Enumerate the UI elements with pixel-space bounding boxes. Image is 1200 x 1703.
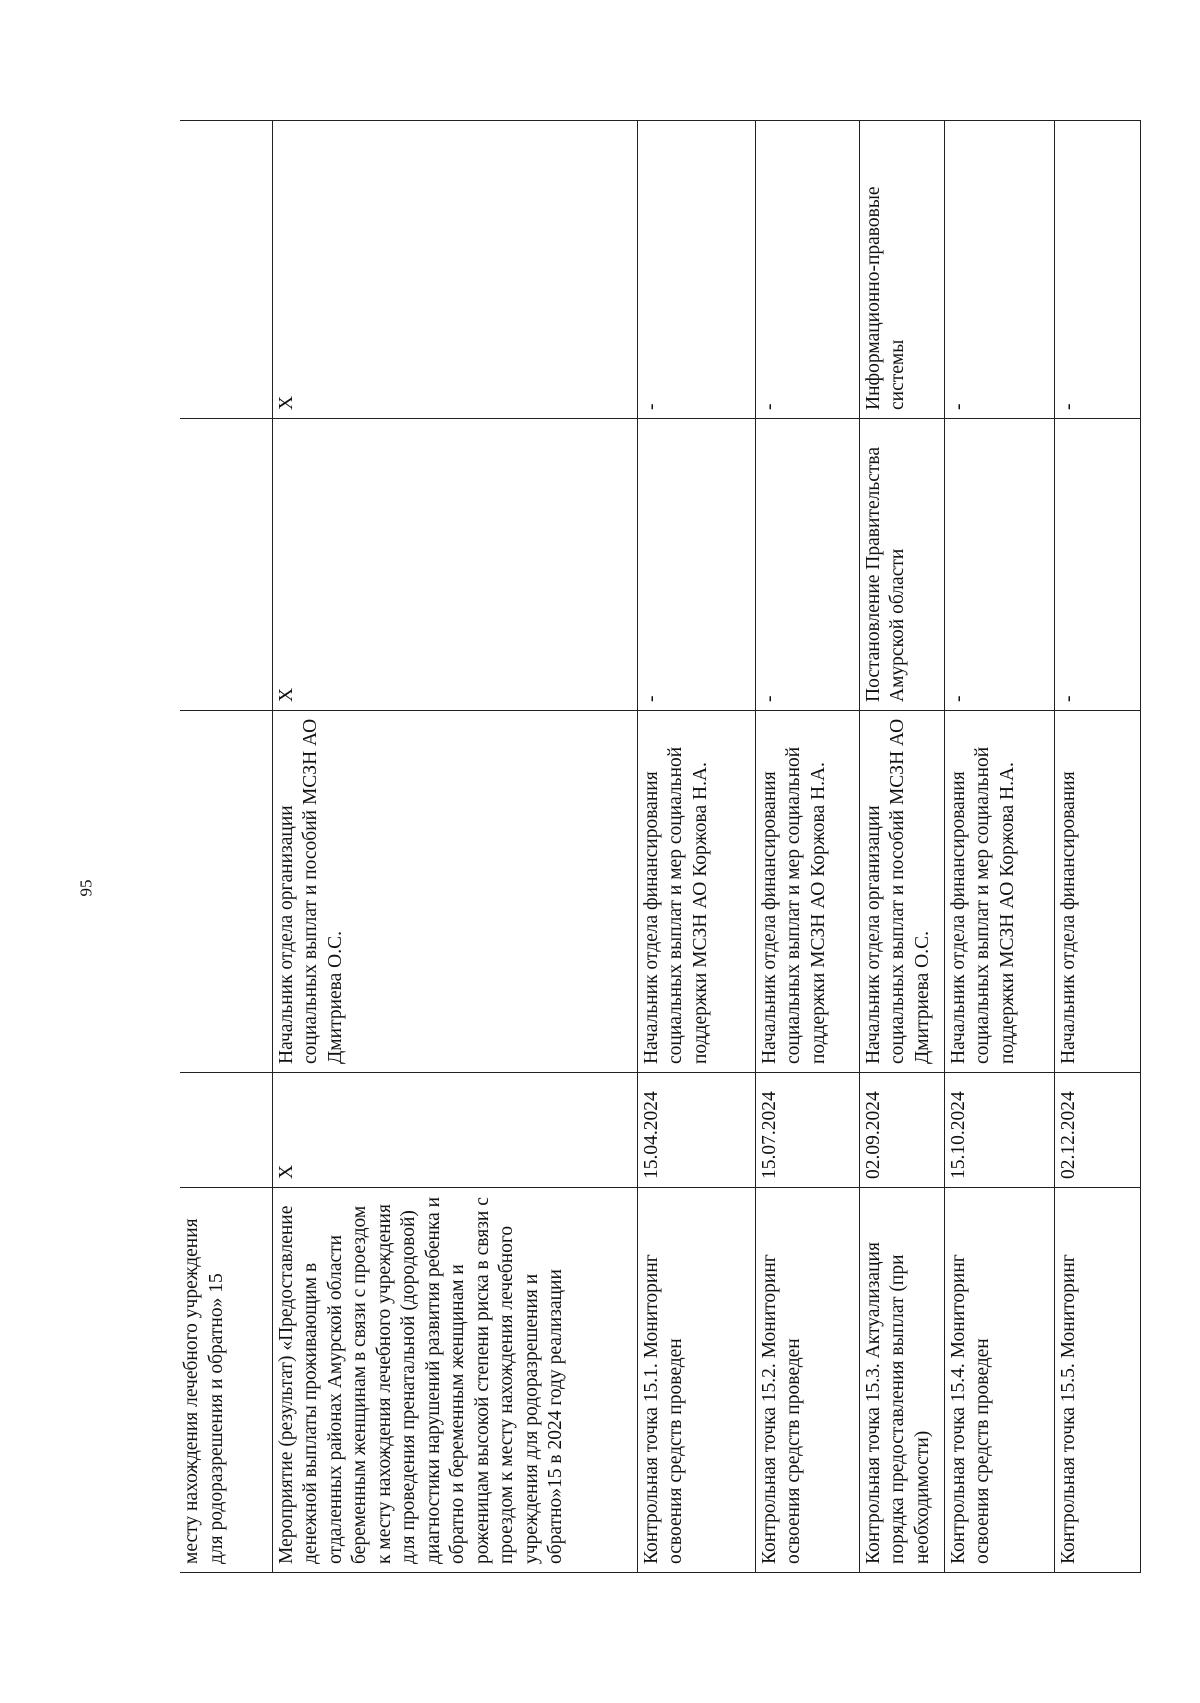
cell-event: Контрольная точка 15.4. Мониторинг освоения средств проведен <box>944 1188 1054 1573</box>
table-row <box>637 121 755 1573</box>
cell-document: X <box>272 419 637 711</box>
cell-date: 02.09.2024 <box>859 1073 944 1188</box>
cell-responsible: Начальник отдела финансирования социальных выплат и мер социальной поддержки МСЗН АО Коржова Н.А. <box>637 711 755 1073</box>
cell-info-system: - <box>1054 121 1140 419</box>
cell-responsible <box>180 711 272 1073</box>
rotated-table-wrapper <box>180 121 1140 1573</box>
cell-date <box>180 1073 272 1188</box>
cell-document: - <box>755 419 859 711</box>
cell-info-system: Информационно-правовые системы <box>859 121 944 419</box>
cell-responsible: Начальник отдела финансирования социальных выплат и мер социальной поддержки МСЗН АО Коржова Н.А. <box>944 711 1054 1073</box>
cell-date: 15.10.2024 <box>944 1073 1054 1188</box>
cell-date: X <box>272 1073 637 1188</box>
cell-document: - <box>637 419 755 711</box>
cell-info-system: X <box>272 121 637 419</box>
cell-responsible: Начальник отдела финансирования <box>1054 711 1140 1073</box>
table-row <box>272 121 637 1573</box>
cell-info-system: - <box>944 121 1054 419</box>
table-row <box>180 121 272 1573</box>
cell-document <box>180 419 272 711</box>
cell-date: 15.04.2024 <box>637 1073 755 1188</box>
cell-date: 15.07.2024 <box>755 1073 859 1188</box>
table-row <box>859 121 944 1573</box>
cell-info-system: - <box>637 121 755 419</box>
cell-responsible: Начальник отдела финансирования социальных выплат и мер социальной поддержки МСЗН АО Коржова Н.А. <box>755 711 859 1073</box>
table-row <box>944 121 1054 1573</box>
cell-document: Постановление Правительства Амурской области <box>859 419 944 711</box>
table-row <box>1054 121 1140 1573</box>
cell-info-system: - <box>755 121 859 419</box>
cell-event: Контрольная точка 15.1. Мониторинг освоения средств проведен <box>637 1188 755 1573</box>
cell-event: Мероприятие (результат) «Предоставление денежной выплаты проживающим в отдаленных районах Амурской области беременным женщинам в связи с проездом к месту нахождения лечебного учреждения для проведения пренатальной (дородовой) диагностики нарушений развития ребенка и обратно и беременным женщинам и роженицам высокой степени риска в связи с проездом к месту нахождения лечебного учреждения для родоразрешения и обратно»15 в 2024 году реализации <box>272 1188 637 1573</box>
cell-responsible: Начальник отдела организации социальных выплат и пособий МСЗН АО Дмитриева О.С. <box>859 711 944 1073</box>
cell-event: Контрольная точка 15.5. Мониторинг <box>1054 1188 1140 1573</box>
cell-event: Контрольная точка 15.3. Актуализация порядка предоставления выплат (при необходимости) <box>859 1188 944 1573</box>
cell-document: - <box>1054 419 1140 711</box>
cell-event: Контрольная точка 15.2. Мониторинг освоения средств проведен <box>755 1188 859 1573</box>
cell-responsible: Начальник отдела организации социальных выплат и пособий МСЗН АО Дмитриева О.С. <box>272 711 637 1073</box>
cell-event: месту нахождения лечебного учреждения для родоразрешения и обратно» 15 <box>180 1188 272 1573</box>
page-number: 95 <box>76 879 96 897</box>
cell-info-system <box>180 121 272 419</box>
plan-table <box>180 120 1141 1573</box>
cell-document: - <box>944 419 1054 711</box>
cell-date: 02.12.2024 <box>1054 1073 1140 1188</box>
table-row <box>755 121 859 1573</box>
